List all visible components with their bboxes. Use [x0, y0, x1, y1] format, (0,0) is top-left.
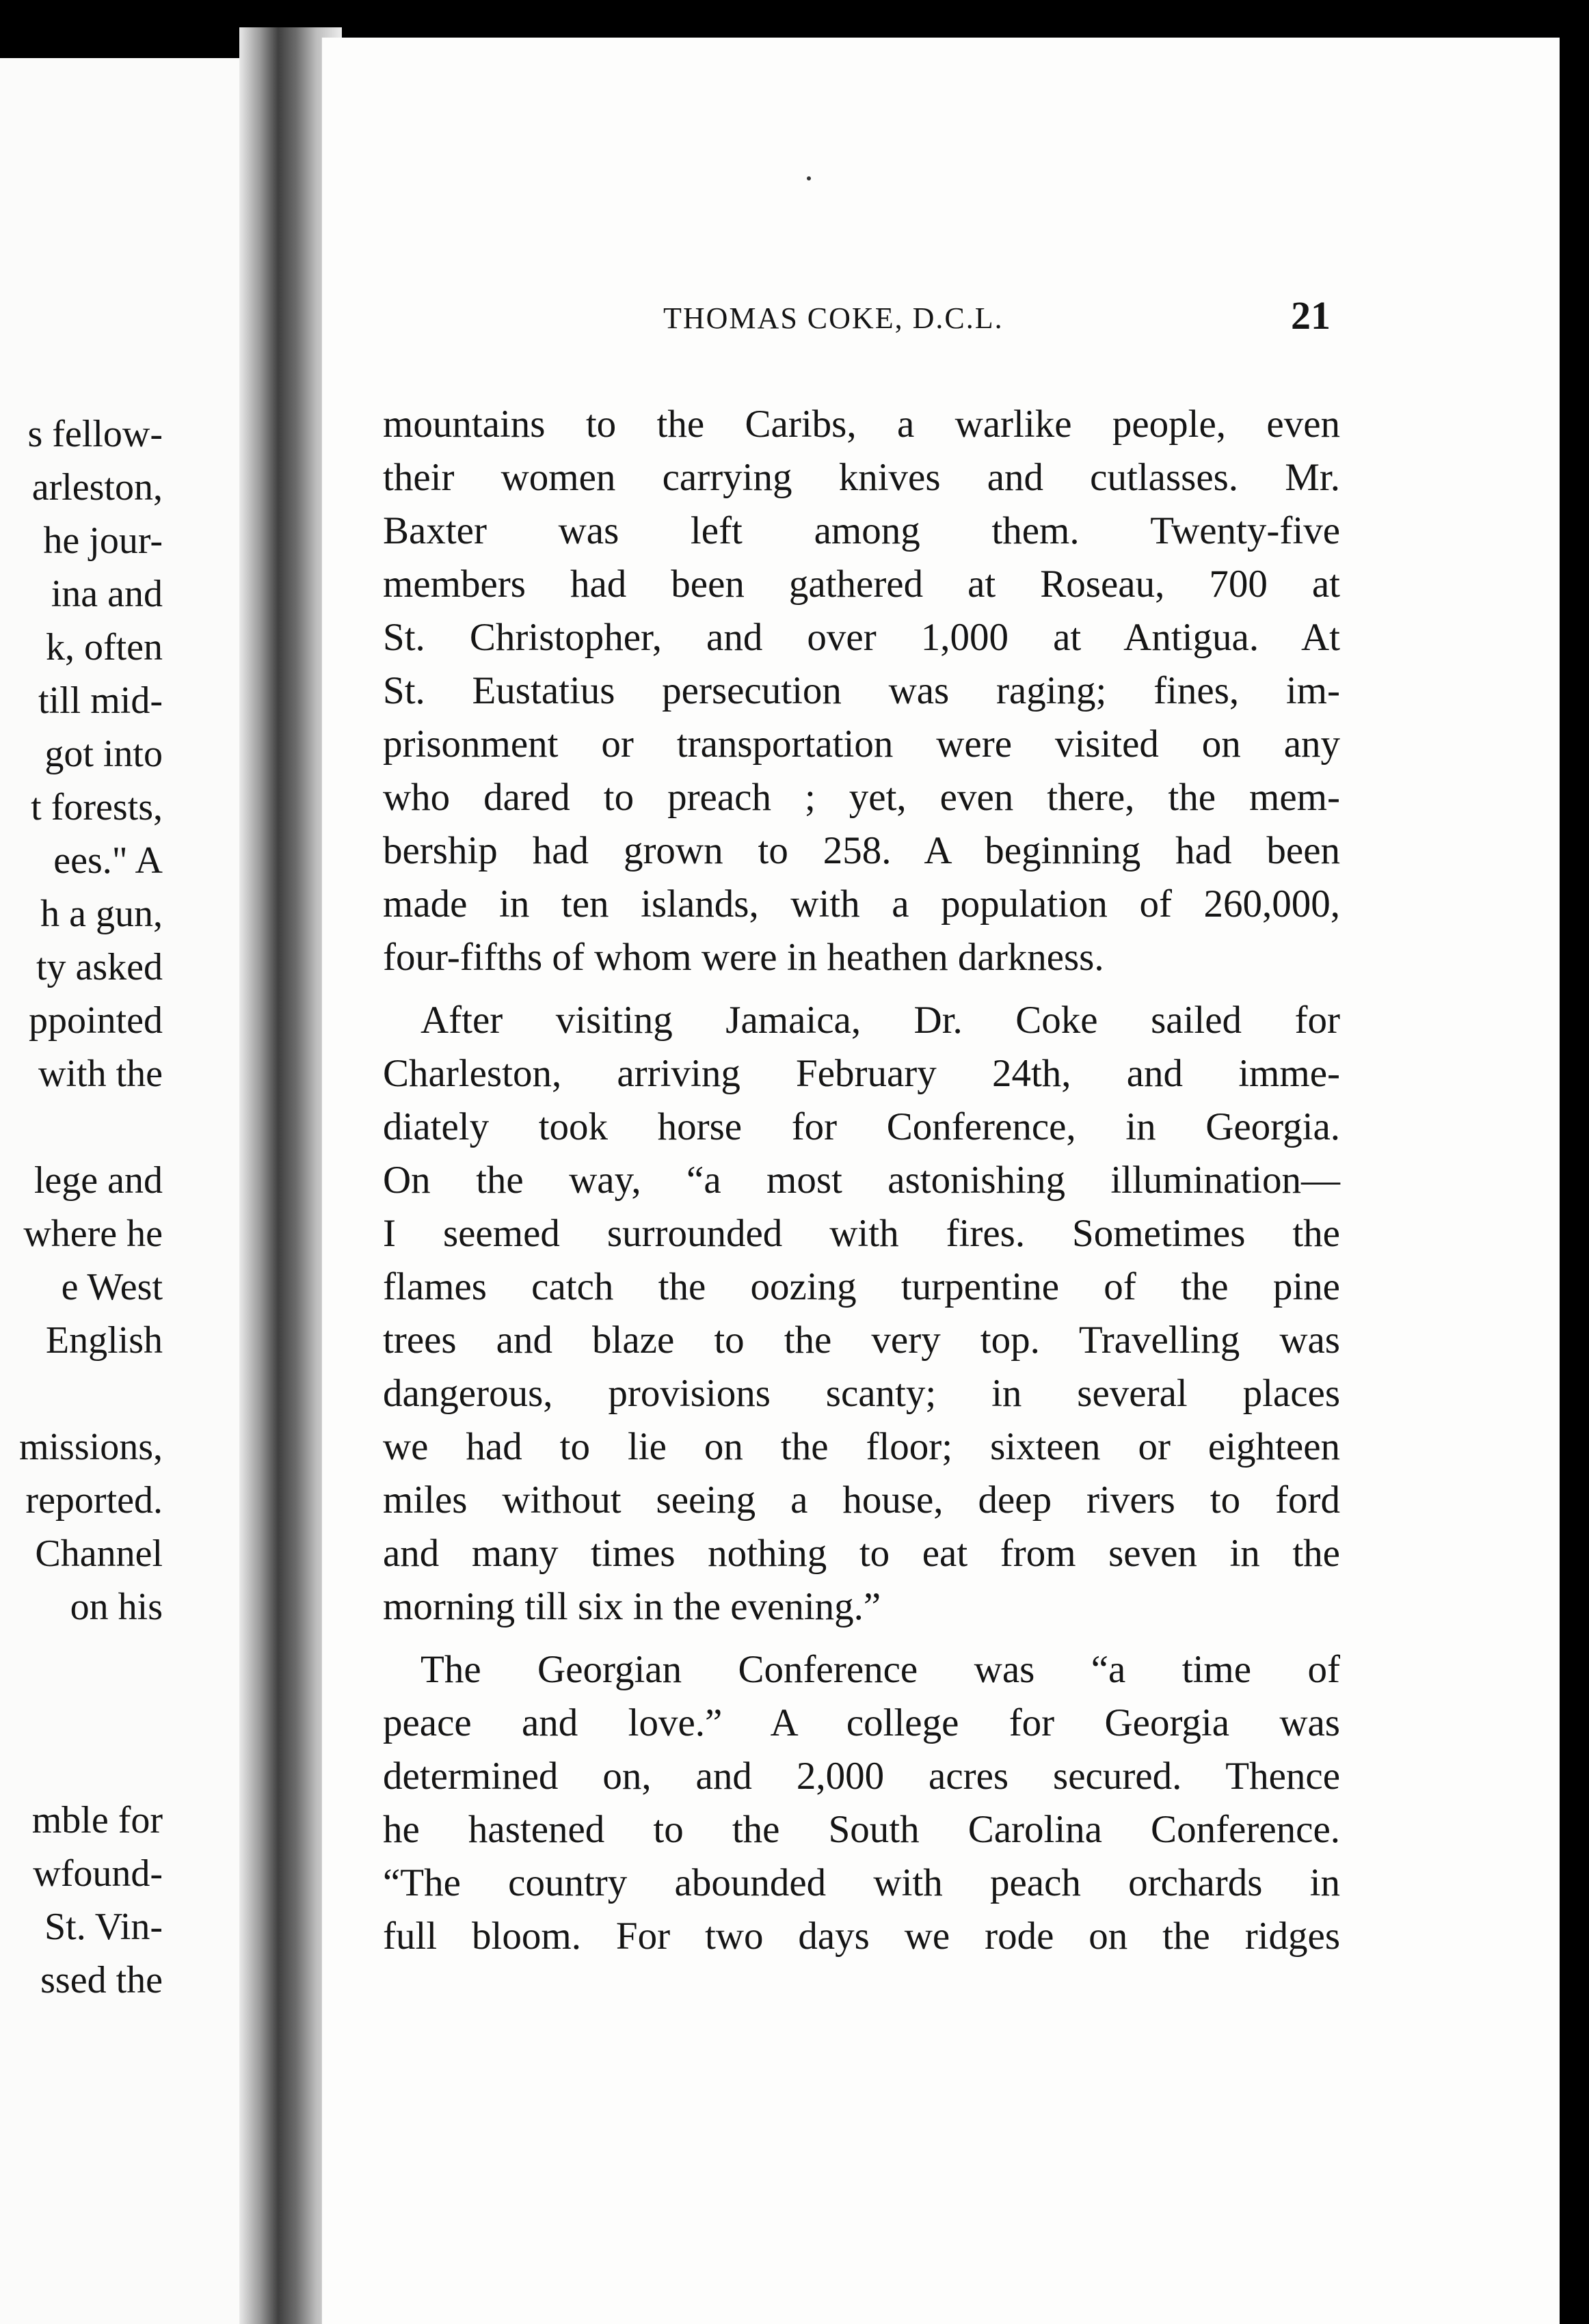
- body-text-line: he hastened to the South Carolina Conference.: [383, 1808, 1340, 1851]
- previous-page-line: arleston,: [31, 466, 163, 509]
- body-text-line: Baxter was left among them. Twenty-five: [383, 509, 1340, 552]
- previous-page-line: got into: [44, 733, 163, 775]
- previous-page-line: ppointed: [29, 999, 163, 1042]
- previous-page-line: t forests,: [31, 786, 163, 828]
- previous-page-line: ina and: [51, 573, 163, 615]
- previous-page-line: s fellow-: [27, 413, 163, 455]
- body-text-line: On the way, “a most astonishing illumination—: [383, 1159, 1340, 1202]
- previous-page-line: ssed the: [40, 1959, 163, 2001]
- body-text-line: The Georgian Conference was “a time of: [420, 1648, 1340, 1691]
- body-text-line: prisonment or transportation were visited on any: [383, 722, 1340, 766]
- previous-page-line: ees." A: [53, 839, 163, 882]
- body-text-line: St. Eustatius persecution was raging; fines, im-: [383, 669, 1340, 712]
- previous-page-line: mble for: [31, 1799, 163, 1841]
- body-text-line: After visiting Jamaica, Dr. Coke sailed for: [420, 999, 1340, 1042]
- previous-page-line: with the: [38, 1053, 163, 1095]
- body-text-line: bership had grown to 258. A beginning had been: [383, 829, 1340, 872]
- ink-speck: [807, 176, 811, 180]
- body-text-line: trees and blaze to the very top. Travelling was: [383, 1319, 1340, 1362]
- body-text-line: flames catch the oozing turpentine of the pine: [383, 1265, 1340, 1308]
- scan-border: [1560, 0, 1589, 2324]
- previous-page-line: k, often: [45, 626, 163, 668]
- body-text-line: determined on, and 2,000 acres secured. Thence: [383, 1755, 1340, 1798]
- body-text-line: St. Christopher, and over 1,000 at Antigua. At: [383, 616, 1340, 659]
- previous-page-line: h a gun,: [40, 893, 163, 935]
- body-text-line: diately took horse for Conference, in Georgia.: [383, 1105, 1340, 1148]
- previous-page-line: ty asked: [36, 946, 163, 988]
- body-text-line: Charleston, arriving February 24th, and imme-: [383, 1052, 1340, 1095]
- body-text-line: made in ten islands, with a population of 260,000,: [383, 882, 1340, 925]
- body-text-line: members had been gathered at Roseau, 700 at: [383, 563, 1340, 606]
- previous-page-line: Channel: [35, 1532, 163, 1575]
- body-text-line: peace and love.” A college for Georgia was: [383, 1701, 1340, 1744]
- previous-page-line: he jour-: [43, 519, 163, 562]
- body-text-line: full bloom. For two days we rode on the ridges: [383, 1915, 1340, 1958]
- body-text-line: and many times nothing to eat from seven in the: [383, 1532, 1340, 1575]
- previous-page-line: English: [45, 1319, 163, 1362]
- body-text-line: mountains to the Caribs, a warlike people, even: [383, 403, 1340, 446]
- body-text-line: we had to lie on the floor; sixteen or eighteen: [383, 1425, 1340, 1468]
- previous-page-line: reported.: [25, 1479, 163, 1522]
- body-text-line: I seemed surrounded with fires. Sometimes the: [383, 1212, 1340, 1255]
- previous-page-line: wfound-: [33, 1852, 163, 1895]
- body-text-line: morning till six in the evening.”: [383, 1585, 881, 1628]
- body-text-line: “The country abounded with peach orchards in: [383, 1861, 1340, 1904]
- body-text-line: miles without seeing a house, deep rivers to ford: [383, 1478, 1340, 1522]
- previous-page-line: on his: [70, 1586, 163, 1628]
- previous-page-line: missions,: [18, 1426, 163, 1468]
- page-number: 21: [1291, 293, 1331, 338]
- previous-page-line: where he: [23, 1213, 163, 1255]
- previous-page-line: e West: [61, 1266, 163, 1308]
- body-text-line: their women carrying knives and cutlasses. Mr.: [383, 456, 1340, 499]
- running-head: THOMAS COKE, D.C.L.: [663, 301, 1004, 335]
- body-text-line: who dared to preach ; yet, even there, the mem-: [383, 776, 1340, 819]
- previous-page-line: St. Vin-: [44, 1906, 163, 1948]
- body-text-line: dangerous, provisions scanty; in several places: [383, 1372, 1340, 1415]
- body-text-line: four-fifths of whom were in heathen darkness.: [383, 936, 1104, 979]
- previous-page: [0, 58, 239, 2324]
- previous-page-line: till mid-: [38, 679, 163, 722]
- previous-page-line: lege and: [34, 1159, 163, 1202]
